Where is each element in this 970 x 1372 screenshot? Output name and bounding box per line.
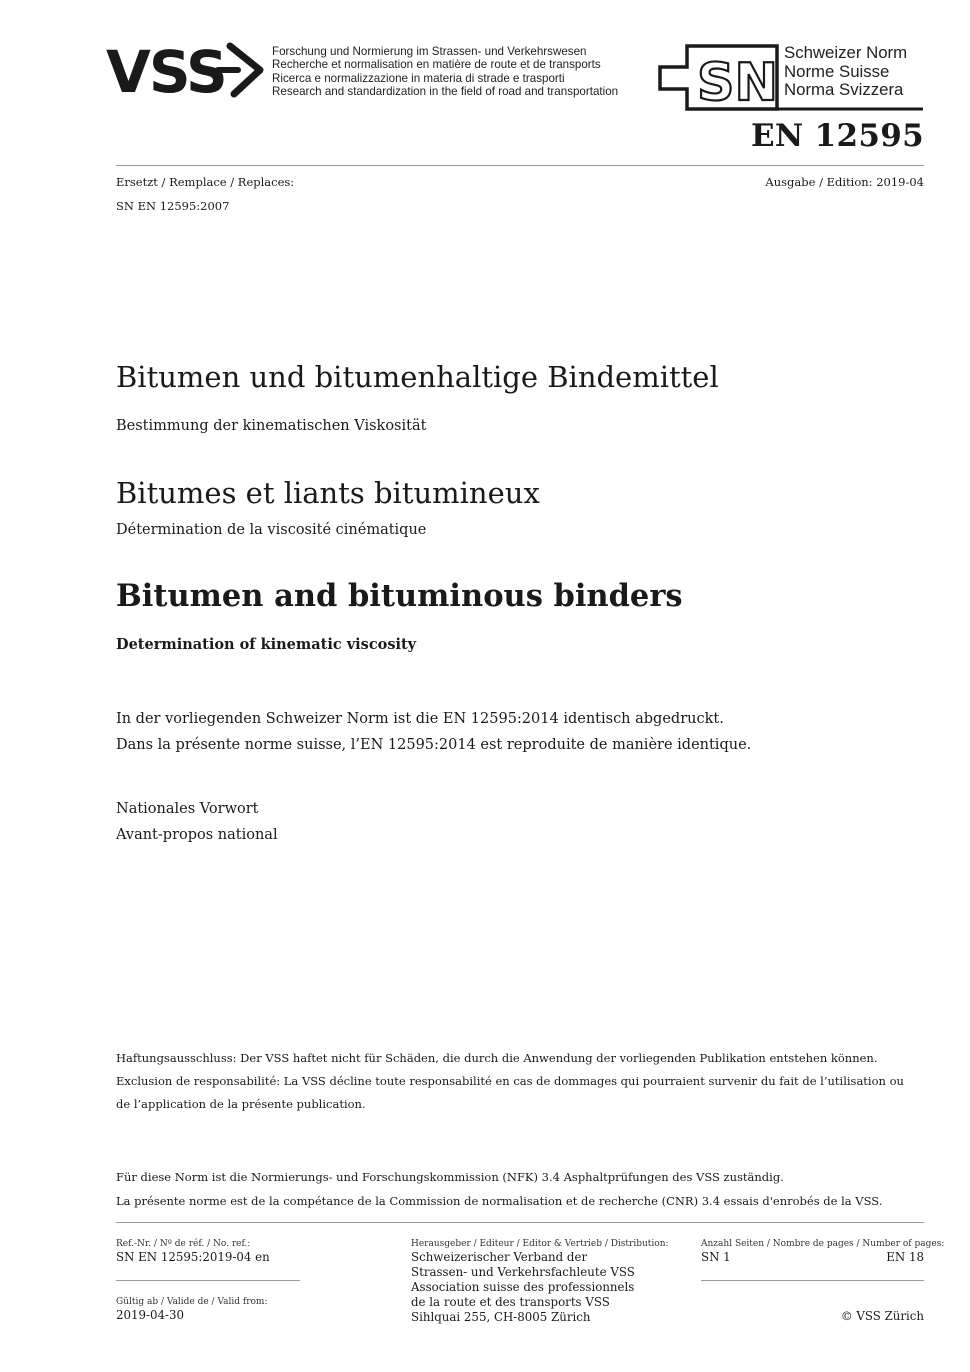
- pages-label: Anzahl Seiten / Nombre de pages / Number of pages:: [701, 1239, 945, 1249]
- valid-from-value: 2019-04-30: [116, 1308, 185, 1322]
- publisher-label: Herausgeber / Editeur / Editor & Vertrieb / Distribution:: [411, 1239, 669, 1249]
- reference-label: Ref.-Nr. / Nº de réf. / No. ref.:: [116, 1239, 251, 1249]
- publisher-line: de la route et des transports VSS: [411, 1295, 610, 1310]
- vss-logo-text: VSS: [106, 40, 226, 100]
- identity-statement-de: In der vorliegenden Schweizer Norm ist die EN 12595:2014 identisch abgedruckt.: [116, 711, 724, 727]
- vss-line-en: Research and standardization in the field of road and transportation: [272, 85, 619, 99]
- disclaimer-fr-line2: de l’application de la présente publication.: [116, 1097, 366, 1111]
- header-divider: [116, 165, 924, 166]
- title-english: Bitumen and bituminous binders: [116, 578, 683, 614]
- footer-col1-divider: [116, 1280, 300, 1281]
- publisher-line: Schweizerischer Verband der: [411, 1250, 588, 1264]
- vss-line-it: Ricerca e normalizzazione in materia di strade e trasporti: [272, 71, 565, 85]
- title-german: Bitumen und bitumenhaltige Bindemittel: [116, 360, 719, 394]
- vss-descriptor: [272, 45, 618, 99]
- national-foreword-de: Nationales Vorwort: [116, 801, 259, 817]
- title-french: Bitumes et liants bitumineux: [116, 476, 540, 510]
- pages-en: EN 18: [886, 1250, 924, 1264]
- footer-col3-divider: [701, 1280, 924, 1281]
- disclaimer-de: Haftungsausschluss: Der VSS haftet nicht für Schäden, die durch die Anwendung der vorliegenden Publikation entstehen können.: [116, 1051, 878, 1065]
- vss-line-de: Forschung und Normierung im Strassen- und Verkehrswesen: [272, 45, 587, 58]
- vss-line-fr: Recherche et normalisation en matière de route et de transports: [272, 58, 601, 72]
- valid-from-label: Gültig ab / Valide de / Valid from:: [116, 1297, 268, 1307]
- sn-logo-text: SN: [697, 53, 778, 113]
- vss-logo: [106, 40, 266, 105]
- committee-de: Für diese Norm ist die Normierungs- und Forschungskommission (NFK) 3.4 Asphaltprüfungen des VSS zuständig.: [116, 1170, 784, 1184]
- reference-value: SN EN 12595:2019-04 en: [116, 1250, 270, 1264]
- vss-logo-graphic: [106, 40, 266, 100]
- identity-statement-fr: Dans la présente norme suisse, l’EN 12595:2014 est reproduite de manière identique.: [116, 737, 752, 753]
- sn-line-it: Norma Svizzera: [784, 80, 904, 100]
- edition-date: Ausgabe / Edition: 2019-04: [765, 175, 924, 189]
- copyright: © VSS Zürich: [840, 1309, 924, 1323]
- footer-divider: [116, 1222, 924, 1223]
- pages-sn: SN 1: [701, 1250, 731, 1264]
- sn-line-de: Schweizer Norm: [784, 43, 908, 62]
- publisher-line: Association suisse des professionnels: [411, 1280, 635, 1295]
- subtitle-german: Bestimmung der kinematischen Viskosität: [116, 418, 427, 434]
- committee-fr: La présente norme est de la compétance de la Commission de normalisation et de recherche (CNR) 3.4 essais d'enrobés de la VSS.: [116, 1194, 883, 1208]
- document-number: EN 12595: [750, 118, 924, 154]
- replaces-label: Ersetzt / Remplace / Replaces:: [116, 175, 295, 189]
- sn-descriptor: [784, 44, 907, 100]
- sn-line-fr: Norme Suisse: [784, 61, 890, 81]
- national-foreword-fr: Avant-propos national: [116, 827, 278, 843]
- publisher-line: Sihlquai 255, CH-8005 Zürich: [411, 1310, 591, 1325]
- disclaimer-fr-line1: Exclusion de responsabilité: La VSS décline toute responsabilité en cas de dommages qui pourraient survenir du fait de l’utilisation ou: [116, 1074, 904, 1088]
- publisher-line: Strassen- und Verkehrsfachleute VSS: [411, 1265, 635, 1280]
- replaces-value: SN EN 12595:2007: [116, 199, 230, 213]
- publisher-address: [411, 1250, 635, 1325]
- subtitle-french: Détermination de la viscosité cinématique: [116, 522, 427, 538]
- subtitle-english: Determination of kinematic viscosity: [116, 636, 417, 653]
